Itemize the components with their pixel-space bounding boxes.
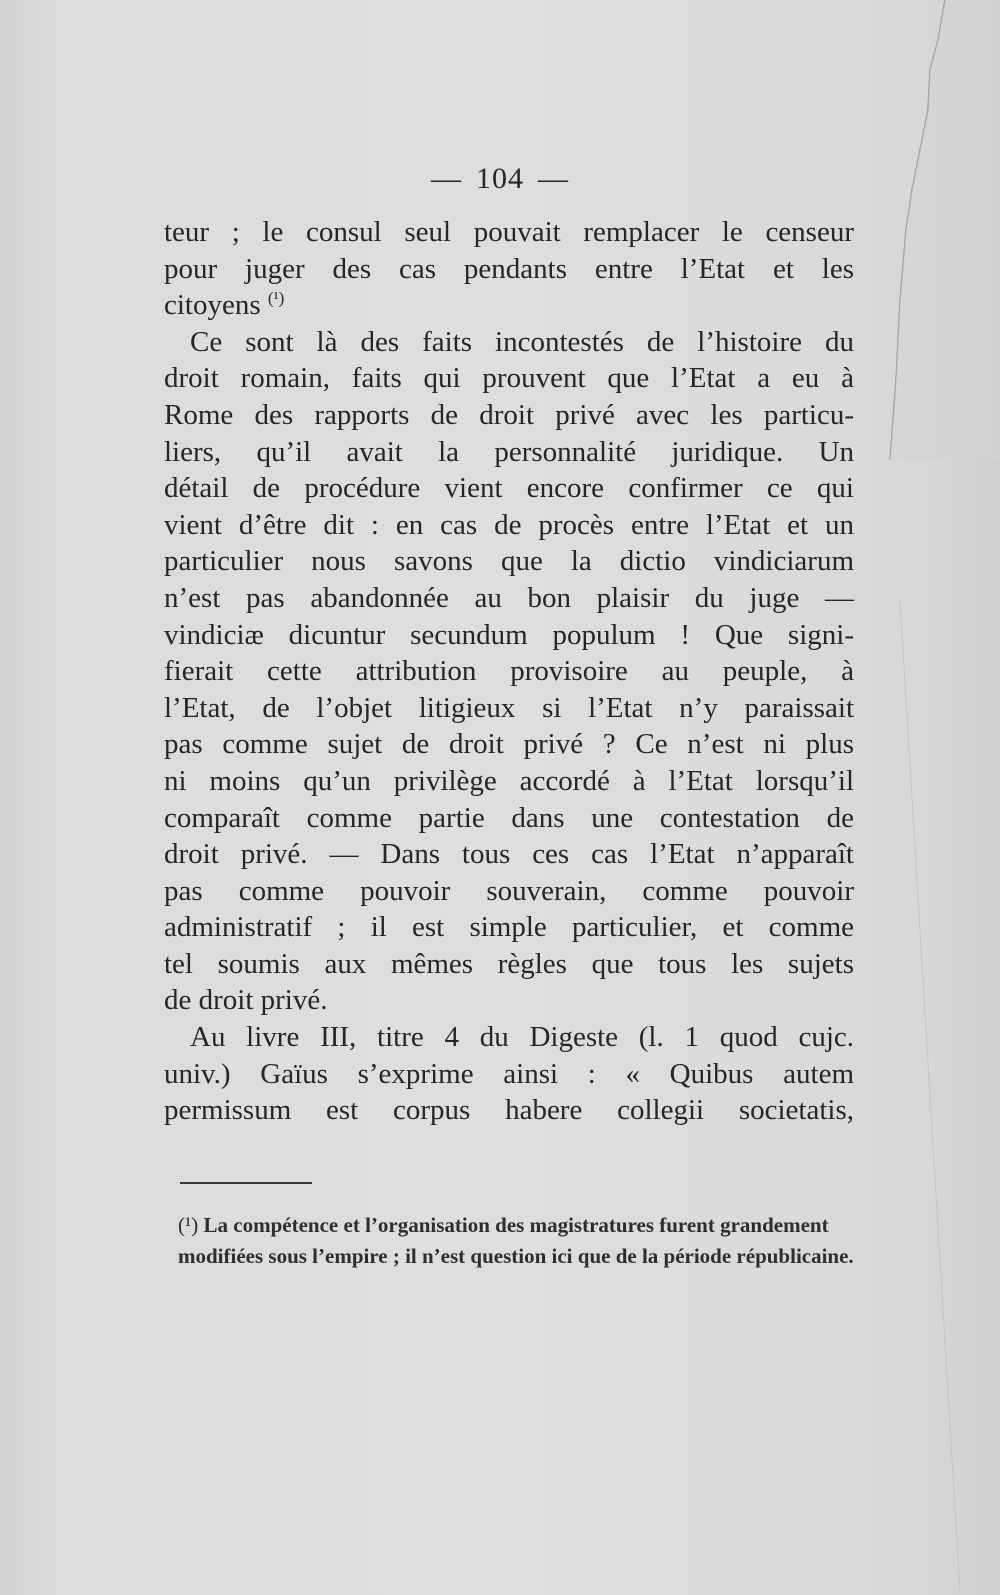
text-line: l’Etat, de l’objet litigieux si l’Etat n’y paraissait [164, 691, 854, 724]
footnote [178, 1210, 854, 1272]
footnote-text: La compétence et l’organisation des magistratures furent grandement modifiées sous l’empire ; il n’est question ici que de la période républicaine. [178, 1213, 854, 1268]
page-number-header [0, 162, 1000, 196]
text-line: comparaît comme partie dans une contestation de [164, 801, 854, 834]
text-line: teur ; le consul seul pouvait remplacer le censeur [164, 216, 854, 248]
text-line: tel soumis aux mêmes règles que tous les sujets [164, 947, 854, 980]
paragraph-start-line: Au livre III, titre 4 du Digeste (l. 1 quod cujc. [190, 1021, 854, 1054]
text-line-content: citoyens [164, 289, 261, 322]
text-line: liers, qu’il avait la personnalité juridique. Un [164, 435, 854, 468]
text-line: fierait cette attribution provisoire au peuple, à [164, 655, 854, 688]
text-line: détail de procédure vient encore confirmer ce qui [164, 472, 854, 505]
body-text [164, 214, 854, 1129]
text-line: n’est pas abandonnée au bon plaisir du juge — [164, 581, 854, 614]
text-line: droit romain, faits qui prouvent que l’Etat a eu à [164, 362, 854, 395]
footnote-separator [180, 1182, 312, 1184]
text-line: vindiciæ dicuntur secundum populum ! Que signi- [164, 618, 854, 651]
text-line: univ.) Gaïus s’exprime ainsi : « Quibus autem [164, 1057, 854, 1090]
text-line: permissum est corpus habere collegii societatis, [164, 1094, 854, 1127]
text-line: administratif ; il est simple particulier, et comme [164, 911, 854, 944]
text-line: pas comme pouvoir souverain, comme pouvoir [164, 874, 854, 907]
header-dash-right: — [538, 162, 569, 195]
footnote-mark: (¹) [178, 1213, 199, 1237]
paragraph-start-line: Ce sont là des faits incontestés de l’histoire du [190, 325, 854, 358]
text-line: pas comme sujet de droit privé ? Ce n’est ni plus [164, 728, 854, 761]
header-dash-left: — [431, 162, 462, 195]
page-number: 104 [476, 162, 524, 195]
text-line: vient d’être dit : en cas de procès entre l’Etat et un [164, 508, 854, 541]
text-line: de droit privé. [164, 984, 328, 1017]
text-line: particulier nous savons que la dictio vindiciarum [164, 545, 854, 578]
text-line: droit privé. — Dans tous ces cas l’Etat n’apparaît [164, 838, 854, 871]
text-line: pour juger des cas pendants entre l’Etat et les [164, 252, 854, 285]
text-line [164, 287, 854, 324]
text-line: Rome des rapports de droit privé avec les particu- [164, 398, 854, 431]
text-line: ni moins qu’un privilège accordé à l’Etat lorsqu’il [164, 764, 854, 797]
footnote-reference: (¹) [267, 288, 285, 308]
